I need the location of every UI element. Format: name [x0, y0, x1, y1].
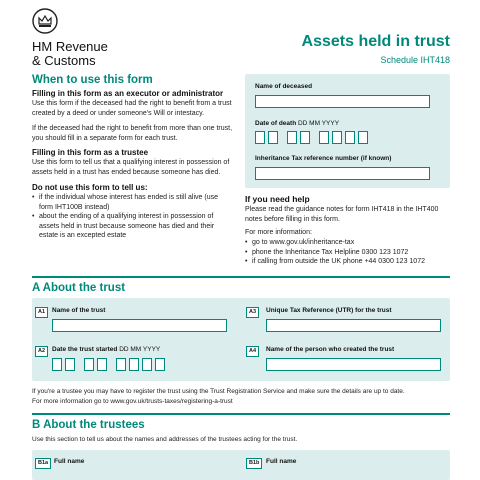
section-a-rule	[32, 276, 450, 278]
executor-paragraph-2: If the deceased had the right to benefit from more than one trust, you should fill in a separate form for each trust.	[32, 125, 233, 142]
date-of-death-label-text: Date of death	[255, 120, 297, 127]
date-of-death-hint: DD MM YYYY	[297, 120, 340, 127]
section-a-panel	[32, 298, 450, 381]
date-digit-box[interactable]	[358, 131, 368, 144]
section-b-rule	[32, 413, 450, 415]
help-paragraph-1: Please read the guidance notes for form IHT418 in the IHT400 notes before filling in this form.	[245, 206, 439, 223]
not-use-heading: Do not use this form to tell us:	[32, 183, 148, 192]
date-digit-box[interactable]	[332, 131, 342, 144]
trust-creator-input[interactable]	[266, 358, 441, 371]
list-item: • go to www.gov.uk/inheritance-tax	[245, 238, 465, 248]
date-digit-box[interactable]	[52, 358, 62, 371]
date-digit-box[interactable]	[97, 358, 107, 371]
question-number-a4: A4	[246, 346, 259, 357]
date-digit-box[interactable]	[65, 358, 75, 371]
iht-reference-label: Inheritance Tax reference number (if known)	[255, 155, 392, 162]
trustee-paragraph: Use this form to tell us that a qualifying interest in possession of assets held in a trust has ended because someone has died.	[32, 159, 230, 176]
deceased-name-label: Name of deceased	[255, 83, 313, 90]
trustee-1-name-label: Full name	[54, 458, 85, 465]
question-number-b1b: B1b	[246, 458, 262, 469]
trustee-heading: Filling in this form as a trustee	[32, 148, 149, 157]
deceased-name-input[interactable]	[255, 95, 430, 108]
date-digit-box[interactable]	[155, 358, 165, 371]
date-digit-box[interactable]	[142, 358, 152, 371]
list-item: • if the individual whose interest has ended is still alive (use form IHT100B instead)	[32, 193, 232, 212]
question-number-a1: A1	[35, 307, 48, 318]
trust-start-date-label-text: Date the trust started	[52, 346, 118, 353]
when-to-use-heading: When to use this form	[32, 74, 153, 86]
section-b-intro: Use this section to tell us about the names and addresses of the trustees acting for the trust.	[32, 436, 298, 443]
iht-reference-input[interactable]	[255, 167, 430, 180]
org-name	[32, 40, 108, 68]
org-line-2: & Customs	[32, 53, 96, 68]
section-b-heading: B About the trustees	[32, 419, 145, 431]
executor-paragraph-1: Use this form if the deceased had the right to benefit from a trust created by a deed or under someone's Will or intestacy.	[32, 100, 232, 117]
question-number-b1a: B1a	[35, 458, 51, 469]
trust-utr-label: Unique Tax Reference (UTR) for the trust	[266, 307, 392, 314]
royal-crest-icon	[32, 8, 58, 34]
trust-name-input[interactable]	[52, 319, 227, 332]
date-digit-box[interactable]	[268, 131, 278, 144]
date-of-death-label	[255, 120, 339, 127]
not-use-list	[32, 193, 232, 241]
section-a-heading: A About the trust	[32, 282, 126, 294]
deceased-panel	[245, 74, 450, 188]
date-digit-box[interactable]	[345, 131, 355, 144]
list-item: • about the ending of a qualifying interest in possession of assets held in trust because someone has died and their estate is an excepted estate	[32, 212, 232, 241]
date-digit-box[interactable]	[116, 358, 126, 371]
form-subtitle: Schedule IHT418	[380, 55, 450, 65]
trust-start-date-label	[52, 346, 160, 353]
section-b-panel	[32, 450, 450, 480]
executor-heading: Filling in this form as an executor or administrator	[32, 89, 224, 98]
question-number-a3: A3	[246, 307, 259, 318]
trust-creator-label: Name of the person who created the trust	[266, 346, 395, 353]
trust-registration-note: If you're a trustee you may have to register the trust using the Trust Registration Service and make sure the details are up to date. For more information go to www.gov.uk/trusts-taxes/registering-a-trust	[32, 388, 405, 405]
date-digit-box[interactable]	[287, 131, 297, 144]
trust-name-label: Name of the trust	[52, 307, 106, 314]
help-list	[245, 238, 465, 267]
help-heading: If you need help	[245, 194, 310, 204]
date-digit-box[interactable]	[319, 131, 329, 144]
trustee-2-name-label: Full name	[266, 458, 297, 465]
trust-utr-input[interactable]	[266, 319, 441, 332]
list-item: • if calling from outside the UK phone +44 0300 123 1072	[245, 257, 465, 267]
date-digit-box[interactable]	[255, 131, 265, 144]
trust-start-date-hint: DD MM YYYY	[119, 346, 161, 353]
date-digit-box[interactable]	[129, 358, 139, 371]
org-line-1: HM Revenue	[32, 39, 108, 54]
date-digit-box[interactable]	[300, 131, 310, 144]
date-digit-box[interactable]	[84, 358, 94, 371]
list-item: • phone the Inheritance Tax Helpline 0300 123 1072	[245, 248, 465, 258]
form-title: Assets held in trust	[301, 33, 450, 50]
help-paragraph-2: For more information:	[245, 229, 312, 236]
question-number-a2: A2	[35, 346, 48, 357]
